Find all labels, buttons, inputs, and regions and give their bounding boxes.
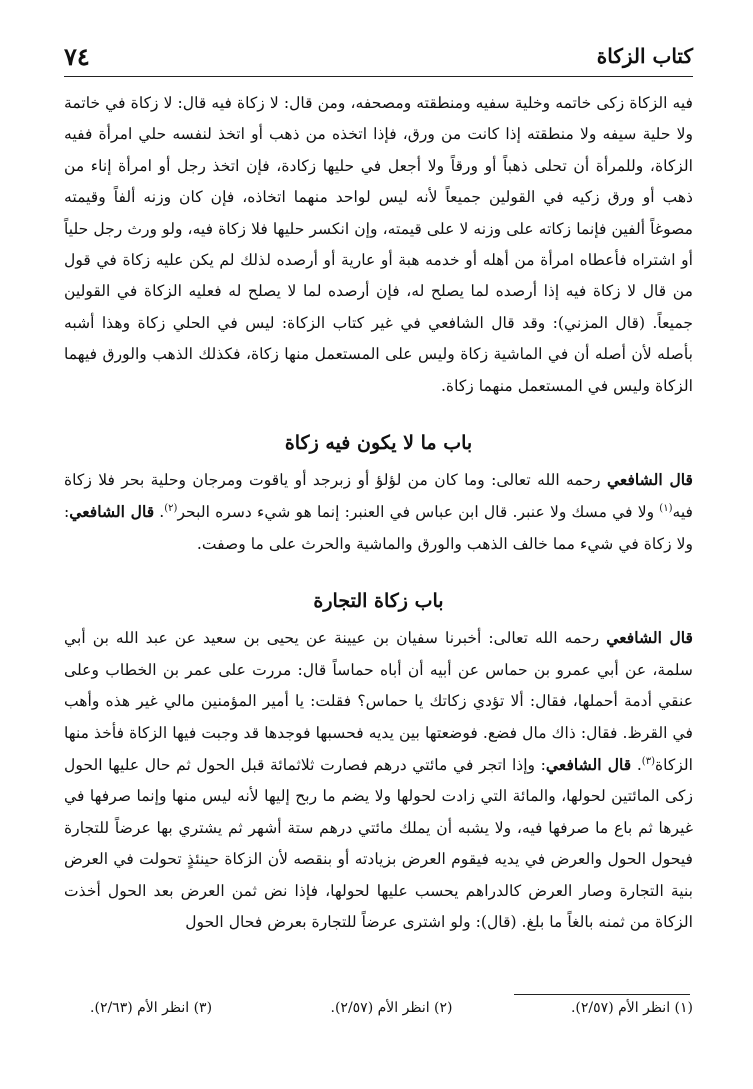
- running-title: كتاب الزكاة: [596, 44, 693, 68]
- speaker-name: قال الشافعي: [69, 502, 155, 522]
- paragraph-text: : وإذا اتجر في مائتي درهم فصارت ثلاثمائة قبل الحول ثم حال عليها الحول زكى المائتين لحولها، والمائة التي زادت لحولها ولا يضم ما ربح إليها لأنه ليس منها وإنما صرفها في غيرها ثم باع ما صرفها فيه، ولا يشبه أن يملك مائتي درهم ستة أشهر ثم يشتري بها عرضاً للتجارة فيحول الحول والعرض في يديه فيقوم العرض بزيادته أو بنقصه لأن الزكاة حينئذٍ تحولت في العرض بنية التجارة وصار العرض كالدراهم يحسب عليها لحولها، فإذا نض ثمن العرض بعد الحول أخذت الزكاة من ثمنه بالغاً ما بلغ. (قال): ولو اشترى عرضاً للتجارة بعرض فحال الحول: [64, 755, 693, 931]
- paragraph-text: : ولا زكاة في شيء مما خالف الذهب والورق والماشية والحرث على ما وصفت.: [64, 503, 693, 553]
- footnote-ref-1[interactable]: (١): [659, 503, 673, 515]
- page-header: [64, 40, 693, 77]
- paragraph-text: رحمه الله تعالى: أخبرنا سفيان بن عيينة عن يحيى بن سعيد عن عبد الله بن أبي سلمة، عن أبي عمرو بن حماس عن أبيه أن أباه حماساً قال: مررت على عمر بن الخطاب وعلى عنقي أدمة أحملها، فقال: ألا تؤدي زكاتك يا حماس؟ فقلت: يا أمير المؤمنين مالي غير هذه وأهب في القرظ. فقال: ذاك مال فضع. فوضعتها بين يديه فحسبها فوجدها قد وجبت فيها الزكاة فأخذ منها الزكاة: [64, 629, 694, 774]
- page-number: ٧٤: [64, 42, 90, 71]
- paragraph-hulli: فيه الزكاة زكى خاتمه وخلية سفيه ومنطقته ومصحفه، ومن قال: لا زكاة فيه قال: لا زكاة في خاتمة ولا حلية سيفه ولا منطقته إذا كانت من ورق، فإذا اتخذه من ذهب أو اتخذ لنفسه حلي امرأة ففيه الزكاة، وللمرأة أن تحلى ذهباً أو ورقاً ولا أجعل في حليها زكادة، فإن اتخذ رجل أو امرأة إناء من ذهب أو ورق زكيه في القولين جميعاً لأنه ليس لواحد منهما اتخاذه، فإن كان وزنه ألفاً وقيمته مصوغاً ألفين فإنما زكاته على وزنه لا على قيمته، وإن انكسر حليها فلا زكاة فيه، ولو ورث رجل حلياً أو اشتراه فأعطاه امرأة من أهله أو خدمه هبة أو عارية أو أرصده لذلك لم يكن عليه زكاة في قول من قال لا زكاة فيه إذا أرصده لما يصلح له، فإن أرصده لما لا يصلح له فعليه الزكاة في القولين جميعاً. (قال المزني): وقد قال الشافعي في غير كتاب الزكاة: ليس في الحلي زكاة وهذا أشبه بأصله لأن أصله أن في الماشية زكاة وليس على المستعمل منها زكاة، فكذلك الذهب والورق فيهما الزكاة وليس في المستعمل منهما زكاة.: [64, 94, 693, 395]
- paragraph-trade-zakat: [64, 622, 693, 938]
- section-heading-no-zakat: باب ما لا يكون فيه زكاة: [284, 432, 473, 455]
- speaker-name: قال الشافعي: [606, 628, 694, 648]
- footnotes: [90, 1000, 693, 1016]
- page-body: [64, 88, 693, 938]
- section-heading-trade-zakat: باب زكاة التجارة: [313, 590, 444, 613]
- footnote-3: (٣) انظر الأم (٢/٦٣).: [90, 1000, 213, 1016]
- paragraph-text: ولا في مسك ولا عنبر. قال ابن عباس في العنبر: إنما هو شيء دسره البحر: [177, 503, 660, 522]
- footnote-2: (٢) انظر الأم (٢/٥٧).: [330, 1000, 453, 1016]
- paragraph-text: .: [154, 503, 165, 522]
- footnote-ref-3[interactable]: (٣): [641, 755, 655, 767]
- paragraph-text: رحمه الله تعالى: وما كان من لؤلؤ أو زبرجد أو ياقوت ومرجان وحلية بحر فلا زكاة فيه: [64, 471, 693, 522]
- speaker-name: قال الشافعي: [606, 470, 694, 490]
- footnote-1: (١) انظر الأم (٢/٥٧).: [570, 1000, 693, 1016]
- paragraph-no-zakat: [64, 464, 693, 560]
- speaker-name: قال الشافعي: [545, 754, 632, 774]
- paragraph-text: .: [631, 755, 642, 774]
- footnote-ref-2[interactable]: (٢): [164, 503, 178, 515]
- footnote-divider: [514, 994, 690, 995]
